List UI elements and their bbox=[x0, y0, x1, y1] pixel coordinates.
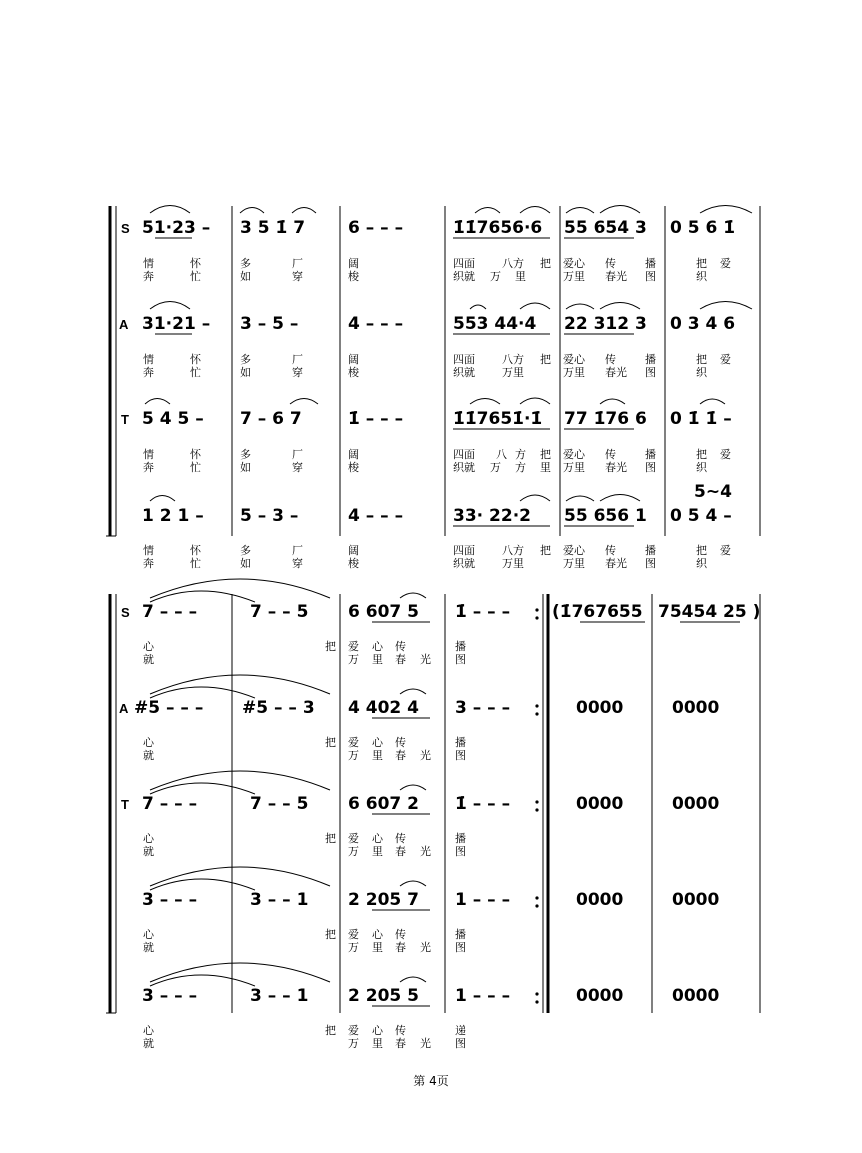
lyric: 就 bbox=[143, 749, 154, 762]
slur bbox=[145, 399, 170, 405]
t1-lyrics bbox=[143, 447, 731, 474]
a2-measure-5: 0000 bbox=[576, 698, 624, 718]
lyric: 心 bbox=[372, 640, 383, 653]
lyric: 就 bbox=[143, 941, 154, 954]
lyric: 阔 bbox=[348, 353, 359, 366]
lyric: 传 bbox=[605, 544, 616, 557]
lyric: 播 bbox=[455, 736, 466, 749]
lyric: 爱 bbox=[348, 736, 359, 749]
lyric: 春 bbox=[395, 941, 406, 954]
lyric: 图 bbox=[455, 941, 466, 954]
tie bbox=[150, 675, 330, 694]
lyric: 春 bbox=[395, 749, 406, 762]
t2-measure-1: 7 – – – bbox=[142, 794, 198, 814]
t2-measure-3: 6 607 2 bbox=[348, 794, 419, 814]
lyric: 爱 bbox=[348, 1024, 359, 1037]
t1-measure-3: 1̇ – – – bbox=[348, 409, 404, 429]
slur bbox=[700, 399, 725, 404]
lyric: 就 bbox=[143, 845, 154, 858]
s2-measure-1: 7 – – – bbox=[142, 602, 198, 622]
t2-measure-6: 0000 bbox=[672, 794, 720, 814]
lyric: 如 bbox=[240, 366, 251, 379]
lyric: 如 bbox=[240, 461, 251, 474]
lyric: 把 bbox=[540, 544, 551, 557]
slur bbox=[566, 208, 594, 214]
b1-measure-3: 4 – – – bbox=[348, 506, 404, 526]
lyric: 织 bbox=[696, 270, 707, 283]
lyric: 厂 bbox=[292, 448, 303, 461]
lyric: 爱 bbox=[348, 832, 359, 845]
lyric: 织就 bbox=[453, 270, 475, 283]
s1-measure-1: 51·23 – bbox=[142, 218, 211, 238]
lyric: 里 bbox=[515, 270, 526, 283]
lyric: 奔 bbox=[143, 270, 154, 283]
lyric: 把 bbox=[325, 736, 336, 749]
a2-measure-6: 0000 bbox=[672, 698, 720, 718]
repeat-dot bbox=[535, 992, 538, 995]
b2-lyrics bbox=[143, 927, 466, 954]
repeat-dot bbox=[535, 704, 538, 707]
slur bbox=[566, 496, 594, 501]
b3-measure-2: 3 – – 1 bbox=[250, 986, 309, 1006]
lyric: 万 bbox=[348, 845, 359, 858]
lyric: 光 bbox=[420, 1037, 431, 1050]
part-label-t2: T bbox=[121, 797, 129, 812]
a2-measure-2: #5 – – 3 bbox=[242, 698, 315, 718]
lyric: 心 bbox=[143, 832, 154, 845]
slur bbox=[292, 208, 316, 214]
slur bbox=[400, 689, 426, 694]
t1-measure-1: 5 4 5 – bbox=[142, 409, 204, 429]
repeat-dot bbox=[535, 712, 538, 715]
t1-measure-5: 77 1̇76 6 bbox=[564, 409, 647, 429]
lyric: 阔 bbox=[348, 257, 359, 270]
page-number: 第 4页 bbox=[413, 1074, 449, 1088]
lyric: 万里 bbox=[563, 461, 585, 474]
b2-measure-1: 3 – – – bbox=[142, 890, 198, 910]
lyric: 心 bbox=[143, 736, 154, 749]
t1-measure-6: 0 1̇ 1̇ – bbox=[670, 409, 732, 429]
lyric: 八方 bbox=[502, 544, 524, 557]
s1-lyrics bbox=[143, 256, 731, 283]
lyric: 穿 bbox=[292, 461, 303, 474]
lyric: 方 bbox=[515, 461, 526, 474]
lyric: 奔 bbox=[143, 366, 154, 379]
a1-measure-6: 0 3 4 6 bbox=[670, 314, 736, 334]
t2-measure-2: 7 – – 5 bbox=[250, 794, 309, 814]
lyric: 万 bbox=[490, 270, 501, 283]
t2-measure-4: 1̇ – – – bbox=[455, 794, 511, 814]
lyric: 爱 bbox=[720, 544, 731, 557]
lyric: 把 bbox=[325, 1024, 336, 1037]
lyric: 八 bbox=[496, 448, 507, 461]
b3-measure-4: 1 – – – bbox=[455, 986, 511, 1006]
lyric: 光 bbox=[420, 845, 431, 858]
slur bbox=[290, 399, 318, 405]
repeat-dot bbox=[535, 904, 538, 907]
lyric: 图 bbox=[645, 270, 656, 283]
part-label-a2: A bbox=[119, 701, 129, 716]
tie bbox=[150, 879, 255, 890]
lyric: 播 bbox=[645, 257, 656, 270]
lyric: 爱 bbox=[720, 448, 731, 461]
slur bbox=[700, 302, 752, 310]
lyric: 奔 bbox=[143, 461, 154, 474]
a1-measure-1: 31·21 – bbox=[142, 314, 211, 334]
lyric: 怀 bbox=[190, 544, 201, 557]
lyric: 春 bbox=[395, 845, 406, 858]
lyric: 万里 bbox=[563, 557, 585, 570]
s1-measure-2: 3 5 1̇ 7 bbox=[240, 218, 306, 238]
lyric: 春光 bbox=[605, 557, 627, 570]
lyric: 情 bbox=[143, 353, 154, 366]
lyric: 把 bbox=[540, 257, 551, 270]
slur bbox=[400, 593, 426, 598]
lyric: 梭 bbox=[348, 557, 359, 570]
lyric: 传 bbox=[605, 353, 616, 366]
lyric: 织就 bbox=[453, 557, 475, 570]
lyric: 厂 bbox=[292, 353, 303, 366]
lyric: 图 bbox=[455, 749, 466, 762]
b1-measure-5: 55 656 1 bbox=[564, 506, 647, 526]
part-label-a: A bbox=[119, 317, 129, 332]
system-2 bbox=[106, 579, 760, 1050]
slur bbox=[470, 305, 486, 309]
slur bbox=[150, 206, 190, 214]
a2-measure-1: #5 – – – bbox=[134, 698, 204, 718]
b1-measure-1: 1 2 1 – bbox=[142, 506, 204, 526]
lyric: 爱心 bbox=[563, 353, 585, 366]
lyric: 多 bbox=[240, 448, 251, 461]
b3-lyrics bbox=[143, 1023, 466, 1050]
t1-measure-4: 1̇1̇7651̇·1̇ bbox=[453, 409, 543, 429]
lyric: 爱 bbox=[720, 257, 731, 270]
lyric: 把 bbox=[325, 832, 336, 845]
part-label-t: T bbox=[121, 412, 129, 427]
b2-measure-5: 0000 bbox=[576, 890, 624, 910]
s1-measure-5: 55 654 3 bbox=[564, 218, 647, 238]
s2-measure-4: 1̇ – – – bbox=[455, 602, 511, 622]
s1-measure-4: 1̇1̇7656·6 bbox=[453, 218, 543, 238]
lyric: 奔 bbox=[143, 557, 154, 570]
lyric: 多 bbox=[240, 257, 251, 270]
lyric: 图 bbox=[645, 461, 656, 474]
lyric: 万 bbox=[348, 749, 359, 762]
lyric: 情 bbox=[143, 544, 154, 557]
lyric: 织就 bbox=[453, 366, 475, 379]
lyric: 图 bbox=[645, 557, 656, 570]
slur bbox=[240, 208, 264, 214]
repeat-dot bbox=[535, 608, 538, 611]
lyric: 梭 bbox=[348, 270, 359, 283]
lyric: 播 bbox=[645, 353, 656, 366]
s2-measure-2: 7 – – 5 bbox=[250, 602, 309, 622]
lyric: 厂 bbox=[292, 257, 303, 270]
lyric: 忙 bbox=[190, 270, 201, 283]
t2-measure-5: 0000 bbox=[576, 794, 624, 814]
lyric: 把 bbox=[696, 353, 707, 366]
s2-measure-6: 75454 25 ) bbox=[658, 602, 761, 622]
lyric: 心 bbox=[372, 928, 383, 941]
a1-lyrics bbox=[143, 352, 731, 379]
lyric: 心 bbox=[372, 736, 383, 749]
slur bbox=[600, 303, 640, 310]
lyric: 织 bbox=[696, 366, 707, 379]
lyric: 里 bbox=[372, 653, 383, 666]
slur bbox=[700, 206, 752, 214]
a2-lyrics bbox=[143, 735, 466, 762]
lyric: 传 bbox=[395, 736, 406, 749]
lyric: 万里 bbox=[502, 366, 524, 379]
lyric: 春光 bbox=[605, 461, 627, 474]
lyric: 春光 bbox=[605, 270, 627, 283]
lyric: 把 bbox=[325, 928, 336, 941]
lyric: 春光 bbox=[605, 366, 627, 379]
lyric: 爱 bbox=[348, 640, 359, 653]
part-label-s2: S bbox=[121, 605, 130, 620]
lyric: 就 bbox=[143, 653, 154, 666]
lyric: 里 bbox=[372, 1037, 383, 1050]
lyric: 忙 bbox=[190, 366, 201, 379]
lyric: 把 bbox=[540, 448, 551, 461]
b2-measure-4: 1 – – – bbox=[455, 890, 511, 910]
lyric: 万里 bbox=[563, 366, 585, 379]
tie bbox=[150, 687, 255, 698]
lyric: 心 bbox=[372, 1024, 383, 1037]
lyric: 把 bbox=[696, 257, 707, 270]
slur bbox=[520, 495, 550, 501]
lyric: 织 bbox=[696, 461, 707, 474]
repeat-dot bbox=[535, 896, 538, 899]
lyric: 心 bbox=[143, 1024, 154, 1037]
lyric: 怀 bbox=[190, 353, 201, 366]
lyric: 四面 bbox=[453, 448, 475, 461]
lyric: 把 bbox=[540, 353, 551, 366]
lyric: 方 bbox=[515, 448, 526, 461]
tie bbox=[150, 579, 330, 598]
lyric: 心 bbox=[143, 928, 154, 941]
lyric: 忙 bbox=[190, 461, 201, 474]
a1-measure-4: 553 44·4 bbox=[453, 314, 537, 334]
lyric: 春 bbox=[395, 1037, 406, 1050]
b1-lyrics bbox=[143, 543, 731, 570]
slur bbox=[566, 304, 594, 309]
b1-measure-4: 33· 22·2 bbox=[453, 506, 531, 526]
lyric: 图 bbox=[645, 366, 656, 379]
b1-chord: 5~4 bbox=[694, 482, 732, 502]
lyric: 如 bbox=[240, 557, 251, 570]
b3-measure-6: 0000 bbox=[672, 986, 720, 1006]
lyric: 爱心 bbox=[563, 448, 585, 461]
lyric: 传 bbox=[395, 832, 406, 845]
lyric: 图 bbox=[455, 1037, 466, 1050]
lyric: 传 bbox=[605, 448, 616, 461]
slur bbox=[520, 398, 550, 404]
lyric: 阔 bbox=[348, 448, 359, 461]
s2-measure-5: (1̇767655 bbox=[552, 602, 643, 622]
lyric: 播 bbox=[645, 448, 656, 461]
lyric: 万 bbox=[348, 653, 359, 666]
lyric: 如 bbox=[240, 270, 251, 283]
lyric: 传 bbox=[395, 640, 406, 653]
lyric: 织 bbox=[696, 557, 707, 570]
lyric: 万 bbox=[490, 461, 501, 474]
lyric: 光 bbox=[420, 749, 431, 762]
lyric: 播 bbox=[455, 832, 466, 845]
repeat-dot bbox=[535, 808, 538, 811]
lyric: 情 bbox=[143, 448, 154, 461]
b2-measure-2: 3 – – 1 bbox=[250, 890, 309, 910]
lyric: 万里 bbox=[502, 557, 524, 570]
lyric: 爱心 bbox=[563, 257, 585, 270]
lyric: 心 bbox=[372, 832, 383, 845]
lyric: 万 bbox=[348, 1037, 359, 1050]
lyric: 四面 bbox=[453, 544, 475, 557]
lyric: 八方 bbox=[502, 353, 524, 366]
lyric: 传 bbox=[395, 1024, 406, 1037]
lyric: 怀 bbox=[190, 448, 201, 461]
lyric: 里 bbox=[540, 461, 551, 474]
system-1 bbox=[106, 206, 760, 571]
lyric: 光 bbox=[420, 653, 431, 666]
tie bbox=[150, 771, 330, 790]
lyric: 递 bbox=[455, 1024, 466, 1037]
s2-measure-3: 6 607 5 bbox=[348, 602, 419, 622]
lyric: 传 bbox=[395, 928, 406, 941]
tie bbox=[150, 867, 330, 886]
lyric: 爱 bbox=[720, 353, 731, 366]
tie bbox=[150, 591, 255, 602]
t1-measure-2: 7 – 6 7 bbox=[240, 409, 302, 429]
lyric: 图 bbox=[455, 653, 466, 666]
s2-lyrics bbox=[143, 639, 466, 666]
b3-measure-1: 3 – – – bbox=[142, 986, 198, 1006]
slur bbox=[600, 206, 640, 214]
slur bbox=[150, 302, 190, 310]
lyric: 爱心 bbox=[563, 544, 585, 557]
repeat-dot bbox=[535, 800, 538, 803]
lyric: 把 bbox=[696, 544, 707, 557]
lyric: 就 bbox=[143, 1037, 154, 1050]
lyric: 梭 bbox=[348, 366, 359, 379]
lyric: 四面 bbox=[453, 257, 475, 270]
repeat-dot bbox=[535, 1000, 538, 1003]
lyric: 万里 bbox=[563, 270, 585, 283]
lyric: 四面 bbox=[453, 353, 475, 366]
a1-measure-3: 4 – – – bbox=[348, 314, 404, 334]
lyric: 万 bbox=[348, 941, 359, 954]
repeat-dot bbox=[535, 616, 538, 619]
lyric: 梭 bbox=[348, 461, 359, 474]
part-label-s: S bbox=[121, 221, 130, 236]
lyric: 忙 bbox=[190, 557, 201, 570]
lyric: 八方 bbox=[502, 257, 524, 270]
lyric: 多 bbox=[240, 353, 251, 366]
lyric: 播 bbox=[645, 544, 656, 557]
tie bbox=[150, 975, 255, 986]
lyric: 多 bbox=[240, 544, 251, 557]
slur bbox=[400, 977, 426, 982]
lyric: 播 bbox=[455, 928, 466, 941]
tie bbox=[150, 783, 255, 794]
lyric: 情 bbox=[143, 257, 154, 270]
lyric: 里 bbox=[372, 845, 383, 858]
s1-measure-3: 6 – – – bbox=[348, 218, 404, 238]
a1-measure-2: 3 – 5 – bbox=[240, 314, 299, 334]
t2-lyrics bbox=[143, 831, 466, 858]
slur bbox=[400, 881, 426, 886]
a2-measure-3: 4 402 4 bbox=[348, 698, 419, 718]
b2-measure-3: 2 205 7 bbox=[348, 890, 419, 910]
lyric: 传 bbox=[605, 257, 616, 270]
lyric: 图 bbox=[455, 845, 466, 858]
slur bbox=[520, 303, 550, 309]
lyric: 里 bbox=[372, 749, 383, 762]
lyric: 阔 bbox=[348, 544, 359, 557]
lyric: 穿 bbox=[292, 366, 303, 379]
slur bbox=[150, 496, 175, 502]
slur bbox=[400, 785, 426, 790]
a2-measure-4: 3 – – – bbox=[455, 698, 511, 718]
slur bbox=[520, 207, 550, 214]
lyric: 把 bbox=[325, 640, 336, 653]
b1-measure-2: 5 – 3 – bbox=[240, 506, 299, 526]
lyric: 怀 bbox=[190, 257, 201, 270]
lyric: 穿 bbox=[292, 557, 303, 570]
slur bbox=[600, 495, 640, 502]
lyric: 把 bbox=[696, 448, 707, 461]
s1-measure-6: 0 5 6 1̇ bbox=[670, 218, 736, 238]
slur bbox=[600, 399, 625, 404]
slur bbox=[475, 208, 500, 214]
lyric: 里 bbox=[372, 941, 383, 954]
lyric: 春 bbox=[395, 653, 406, 666]
b3-measure-3: 2 205 5 bbox=[348, 986, 419, 1006]
tie bbox=[150, 963, 330, 982]
lyric: 爱 bbox=[348, 928, 359, 941]
repeat-dots bbox=[535, 608, 538, 1003]
lyric: 光 bbox=[420, 941, 431, 954]
lyric: 播 bbox=[455, 640, 466, 653]
slur bbox=[470, 399, 500, 405]
lyric: 心 bbox=[143, 640, 154, 653]
lyric: 厂 bbox=[292, 544, 303, 557]
a1-measure-5: 22 312 3 bbox=[564, 314, 647, 334]
lyric: 织就 bbox=[453, 461, 475, 474]
b3-measure-5: 0000 bbox=[576, 986, 624, 1006]
lyric: 穿 bbox=[292, 270, 303, 283]
b1-measure-6: 0 5 4 – bbox=[670, 506, 732, 526]
b2-measure-6: 0000 bbox=[672, 890, 720, 910]
